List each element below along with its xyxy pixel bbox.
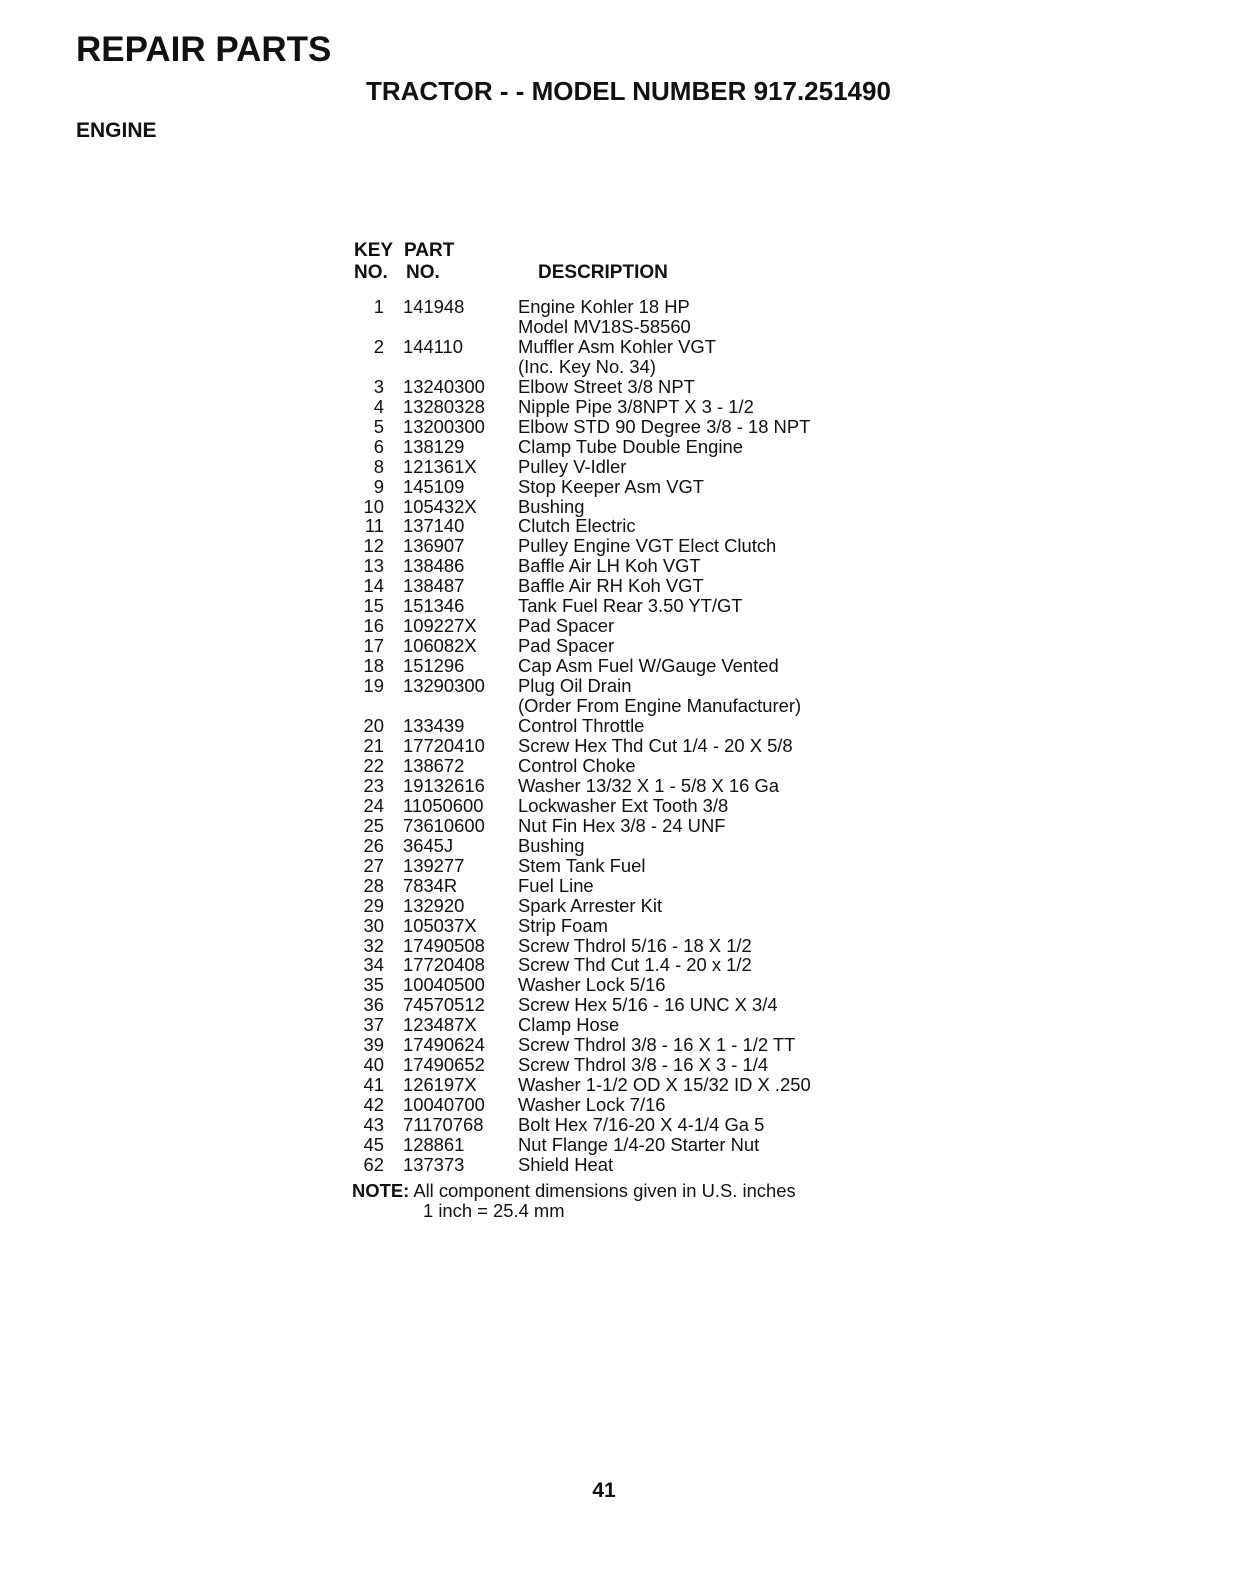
description-line: Pad Spacer bbox=[518, 615, 615, 637]
key-no-cell: 24 bbox=[363, 794, 384, 816]
table-row bbox=[338, 536, 898, 556]
description-cell bbox=[518, 736, 898, 756]
part-no-cell: 138487 bbox=[403, 575, 465, 597]
table-row bbox=[338, 1015, 898, 1035]
table-row bbox=[338, 995, 898, 1015]
part-no-cell: 10040700 bbox=[403, 1094, 485, 1116]
table-row bbox=[338, 936, 898, 956]
page-number: 41 bbox=[592, 1479, 616, 1502]
description-cell bbox=[518, 576, 898, 596]
key-no-cell: 40 bbox=[363, 1054, 384, 1076]
description-cell bbox=[518, 796, 898, 816]
part-no-cell: 71170768 bbox=[403, 1114, 484, 1136]
table-row bbox=[338, 616, 898, 636]
description-cell bbox=[518, 656, 898, 676]
table-row bbox=[338, 896, 898, 916]
description-line: Lockwasher Ext Tooth 3/8 bbox=[518, 794, 729, 816]
description-cell bbox=[518, 916, 898, 936]
table-row bbox=[338, 556, 898, 576]
model-heading: TRACTOR - - MODEL NUMBER 917.251490 bbox=[366, 76, 891, 106]
key-no-cell: 34 bbox=[363, 954, 384, 976]
key-no-cell: 45 bbox=[363, 1134, 384, 1156]
key-no-cell: 10 bbox=[363, 495, 384, 517]
part-no-cell: 17490508 bbox=[403, 934, 485, 956]
parts-list bbox=[338, 297, 898, 1175]
description-cell bbox=[518, 1155, 898, 1175]
description-line: Baffle Air RH Koh VGT bbox=[518, 575, 704, 597]
table-row bbox=[338, 1095, 898, 1115]
description-line: Nut Flange 1/4-20 Starter Nut bbox=[518, 1134, 760, 1156]
part-no-cell: 3645J bbox=[403, 834, 454, 856]
table-row bbox=[338, 516, 898, 536]
description-cell bbox=[518, 1015, 898, 1035]
part-no-cell: 105432X bbox=[403, 495, 477, 517]
part-no-cell: 144110 bbox=[403, 335, 464, 357]
part-no-cell: 17490652 bbox=[403, 1054, 485, 1076]
description-cell bbox=[518, 616, 898, 636]
part-no-cell: 151346 bbox=[403, 595, 465, 617]
part-no-cell: 19132616 bbox=[403, 774, 485, 796]
table-row bbox=[338, 756, 898, 776]
description-line: Engine Kohler 18 HP bbox=[518, 296, 690, 317]
description-cell bbox=[518, 975, 898, 995]
key-no-cell: 39 bbox=[363, 1034, 384, 1056]
description-line: Strip Foam bbox=[518, 914, 608, 936]
description-line: Nipple Pipe 3/8NPT X 3 - 1/2 bbox=[518, 395, 754, 417]
table-row bbox=[338, 596, 898, 616]
description-cell bbox=[518, 1095, 898, 1115]
key-no-cell: 32 bbox=[363, 934, 384, 956]
description-line: (Inc. Key No. 34) bbox=[518, 355, 656, 377]
part-no-cell: 132920 bbox=[403, 894, 465, 916]
description-line: Screw Thdrol 3/8 - 16 X 1 - 1/2 TT bbox=[518, 1034, 796, 1056]
description-cell bbox=[518, 1075, 898, 1095]
part-no-cell: 13200300 bbox=[403, 415, 485, 437]
description-line: Elbow Street 3/8 NPT bbox=[518, 375, 695, 397]
description-cell bbox=[518, 936, 898, 956]
part-no-cell: 138129 bbox=[403, 435, 465, 457]
page-title: REPAIR PARTS bbox=[76, 30, 332, 69]
description-cell bbox=[518, 596, 898, 616]
table-row bbox=[338, 955, 898, 975]
key-no-cell: 19 bbox=[363, 675, 384, 697]
description-line: Baffle Air LH Koh VGT bbox=[518, 555, 701, 577]
key-header-line1: KEY bbox=[354, 240, 394, 261]
part-no-cell: 145109 bbox=[403, 475, 465, 497]
part-no-cell: 105037X bbox=[403, 914, 477, 936]
part-no-cell: 126197X bbox=[403, 1074, 477, 1096]
part-no-header bbox=[404, 240, 454, 284]
table-row bbox=[338, 337, 898, 377]
description-line: Clamp Hose bbox=[518, 1014, 620, 1036]
part-header-line1: PART bbox=[404, 240, 455, 261]
description-cell bbox=[518, 457, 898, 477]
description-line: Bolt Hex 7/16-20 X 4-1/4 Ga 5 bbox=[518, 1114, 765, 1136]
part-no-cell: 7834R bbox=[403, 874, 458, 896]
key-no-cell: 3 bbox=[373, 375, 384, 397]
key-no-cell: 42 bbox=[363, 1094, 384, 1116]
note-line1: All component dimensions given in U.S. inches bbox=[413, 1180, 796, 1201]
description-cell bbox=[518, 337, 898, 377]
description-cell bbox=[518, 1055, 898, 1075]
note-label: NOTE: bbox=[352, 1180, 410, 1201]
table-row bbox=[338, 836, 898, 856]
description-line: Control Choke bbox=[518, 754, 636, 776]
key-no-cell: 26 bbox=[363, 834, 384, 856]
table-row bbox=[338, 1055, 898, 1075]
description-cell bbox=[518, 716, 898, 736]
key-no-cell: 43 bbox=[363, 1114, 384, 1136]
table-row bbox=[338, 816, 898, 836]
description-line: Screw Hex Thd Cut 1/4 - 20 X 5/8 bbox=[518, 734, 793, 756]
part-no-cell: 73610600 bbox=[403, 814, 485, 836]
description-cell bbox=[518, 437, 898, 457]
description-line: Control Throttle bbox=[518, 715, 645, 737]
description-line: Model MV18S-58560 bbox=[518, 315, 691, 337]
part-no-cell: 17720410 bbox=[403, 734, 485, 756]
table-row bbox=[338, 916, 898, 936]
part-no-cell: 109227X bbox=[403, 615, 477, 637]
key-no-cell: 17 bbox=[363, 635, 384, 657]
table-row bbox=[338, 297, 898, 337]
description-cell bbox=[518, 536, 898, 556]
description-line: Washer Lock 5/16 bbox=[518, 974, 666, 996]
table-row bbox=[338, 1075, 898, 1095]
part-no-cell: 74570512 bbox=[403, 994, 485, 1016]
description-line: Screw Hex 5/16 - 16 UNC X 3/4 bbox=[518, 994, 778, 1016]
description-line: Bushing bbox=[518, 834, 585, 856]
key-no-cell: 29 bbox=[363, 894, 384, 916]
part-no-cell: 13280328 bbox=[403, 395, 485, 417]
description-header: DESCRIPTION bbox=[538, 262, 668, 283]
description-line: Fuel Line bbox=[518, 874, 594, 896]
note bbox=[352, 1181, 796, 1221]
table-row bbox=[338, 457, 898, 477]
description-cell bbox=[518, 776, 898, 796]
description-line: Screw Thdrol 3/8 - 16 X 3 - 1/4 bbox=[518, 1054, 769, 1076]
table-row bbox=[338, 437, 898, 457]
key-no-cell: 37 bbox=[363, 1014, 384, 1036]
description-cell bbox=[518, 1035, 898, 1055]
section-heading: ENGINE bbox=[76, 119, 157, 142]
part-no-cell: 123487X bbox=[403, 1014, 477, 1036]
description-line: Shield Heat bbox=[518, 1153, 614, 1175]
part-no-cell: 17720408 bbox=[403, 954, 485, 976]
part-no-cell: 136907 bbox=[403, 535, 465, 557]
part-no-cell: 151296 bbox=[403, 655, 465, 677]
part-header-line2: NO. bbox=[406, 262, 440, 283]
description-cell bbox=[518, 297, 898, 337]
key-no-cell: 23 bbox=[363, 774, 384, 796]
table-row bbox=[338, 736, 898, 756]
description-line: Pad Spacer bbox=[518, 635, 615, 657]
key-no-cell: 15 bbox=[363, 595, 384, 617]
part-no-cell: 13290300 bbox=[403, 675, 485, 697]
table-row bbox=[338, 1115, 898, 1135]
description-line: Plug Oil Drain bbox=[518, 675, 632, 697]
part-no-cell: 10040500 bbox=[403, 974, 485, 996]
description-cell bbox=[518, 497, 898, 517]
part-no-cell: 141948 bbox=[403, 296, 465, 317]
table-row bbox=[338, 656, 898, 676]
key-no-cell: 5 bbox=[373, 415, 384, 437]
description-cell bbox=[518, 896, 898, 916]
part-no-cell: 133439 bbox=[403, 715, 465, 737]
description-line: Screw Thd Cut 1.4 - 20 x 1/2 bbox=[518, 954, 752, 976]
description-line: Spark Arrester Kit bbox=[518, 894, 663, 916]
description-cell bbox=[518, 836, 898, 856]
description-line: Pulley Engine VGT Elect Clutch bbox=[518, 535, 777, 557]
description-line: Clamp Tube Double Engine bbox=[518, 435, 743, 457]
table-row bbox=[338, 716, 898, 736]
table-row bbox=[338, 1155, 898, 1175]
key-no-cell: 35 bbox=[363, 974, 384, 996]
key-no-cell: 27 bbox=[363, 854, 384, 876]
description-line: Muffler Asm Kohler VGT bbox=[518, 335, 716, 357]
key-no-cell: 8 bbox=[373, 455, 384, 477]
description-line: Washer Lock 7/16 bbox=[518, 1094, 666, 1116]
key-header-line2: NO. bbox=[354, 262, 388, 283]
key-no-cell: 16 bbox=[363, 615, 384, 637]
part-no-cell: 137140 bbox=[403, 515, 465, 537]
description-line: Bushing bbox=[518, 495, 585, 517]
description-line: Clutch Electric bbox=[518, 515, 636, 537]
key-no-header bbox=[354, 240, 393, 284]
part-no-cell: 13240300 bbox=[403, 375, 485, 397]
part-no-cell: 11050600 bbox=[403, 794, 484, 816]
part-no-cell: 138672 bbox=[403, 754, 465, 776]
note-line2: 1 inch = 25.4 mm bbox=[423, 1200, 565, 1221]
description-cell bbox=[518, 1135, 898, 1155]
description-line: Stop Keeper Asm VGT bbox=[518, 475, 705, 497]
table-row bbox=[338, 776, 898, 796]
description-line: Tank Fuel Rear 3.50 YT/GT bbox=[518, 595, 743, 617]
description-line: Stem Tank Fuel bbox=[518, 854, 646, 876]
key-no-cell: 20 bbox=[363, 715, 384, 737]
key-no-cell: 9 bbox=[373, 475, 384, 497]
description-line: Elbow STD 90 Degree 3/8 - 18 NPT bbox=[518, 415, 811, 437]
description-line: Nut Fin Hex 3/8 - 24 UNF bbox=[518, 814, 726, 836]
table-row bbox=[338, 1135, 898, 1155]
description-line: Cap Asm Fuel W/Gauge Vented bbox=[518, 655, 779, 677]
description-cell bbox=[518, 556, 898, 576]
table-row bbox=[338, 497, 898, 517]
description-line: Washer 13/32 X 1 - 5/8 X 16 Ga bbox=[518, 774, 780, 796]
description-line: Pulley V-Idler bbox=[518, 455, 627, 477]
description-cell bbox=[518, 756, 898, 776]
table-row bbox=[338, 856, 898, 876]
description-cell bbox=[518, 995, 898, 1015]
description-cell bbox=[518, 636, 898, 656]
key-no-cell: 13 bbox=[363, 555, 384, 577]
key-no-cell: 28 bbox=[363, 874, 384, 896]
key-no-cell: 62 bbox=[363, 1153, 384, 1175]
part-no-cell: 137373 bbox=[403, 1153, 465, 1175]
description-cell bbox=[518, 397, 898, 417]
description-cell bbox=[518, 876, 898, 896]
key-no-cell: 12 bbox=[363, 535, 384, 557]
description-cell bbox=[518, 516, 898, 536]
key-no-cell: 4 bbox=[373, 395, 384, 417]
table-row bbox=[338, 1035, 898, 1055]
key-no-cell: 36 bbox=[363, 994, 384, 1016]
table-row bbox=[338, 377, 898, 397]
description-line: Washer 1-1/2 OD X 15/32 ID X .250 bbox=[518, 1074, 811, 1096]
key-no-cell: 21 bbox=[363, 734, 384, 756]
description-line: Screw Thdrol 5/16 - 18 X 1/2 bbox=[518, 934, 752, 956]
table-row bbox=[338, 676, 898, 716]
part-no-cell: 128861 bbox=[403, 1134, 465, 1156]
key-no-cell: 41 bbox=[363, 1074, 384, 1096]
part-no-cell: 138486 bbox=[403, 555, 465, 577]
table-row bbox=[338, 876, 898, 896]
table-row bbox=[338, 796, 898, 816]
table-row bbox=[338, 477, 898, 497]
table-row bbox=[338, 397, 898, 417]
description-cell bbox=[518, 377, 898, 397]
description-cell bbox=[518, 816, 898, 836]
description-line: (Order From Engine Manufacturer) bbox=[518, 695, 802, 717]
key-no-cell: 22 bbox=[363, 754, 384, 776]
key-no-cell: 14 bbox=[363, 575, 384, 597]
table-row bbox=[338, 975, 898, 995]
key-no-cell: 30 bbox=[363, 914, 384, 936]
description-cell bbox=[518, 676, 898, 716]
key-no-cell: 18 bbox=[363, 655, 384, 677]
table-row bbox=[338, 636, 898, 656]
description-cell bbox=[518, 1115, 898, 1135]
key-no-cell: 11 bbox=[364, 515, 384, 537]
table-row bbox=[338, 576, 898, 596]
description-cell bbox=[518, 477, 898, 497]
description-cell bbox=[518, 955, 898, 975]
part-no-cell: 106082X bbox=[403, 635, 477, 657]
key-no-cell: 1 bbox=[373, 296, 384, 317]
description-cell bbox=[518, 856, 898, 876]
description-cell bbox=[518, 417, 898, 437]
part-no-cell: 121361X bbox=[403, 455, 477, 477]
key-no-cell: 25 bbox=[363, 814, 384, 836]
key-no-cell: 6 bbox=[373, 435, 384, 457]
table-row bbox=[338, 417, 898, 437]
key-no-cell: 2 bbox=[373, 335, 384, 357]
part-no-cell: 17490624 bbox=[403, 1034, 485, 1056]
part-no-cell: 139277 bbox=[403, 854, 465, 876]
